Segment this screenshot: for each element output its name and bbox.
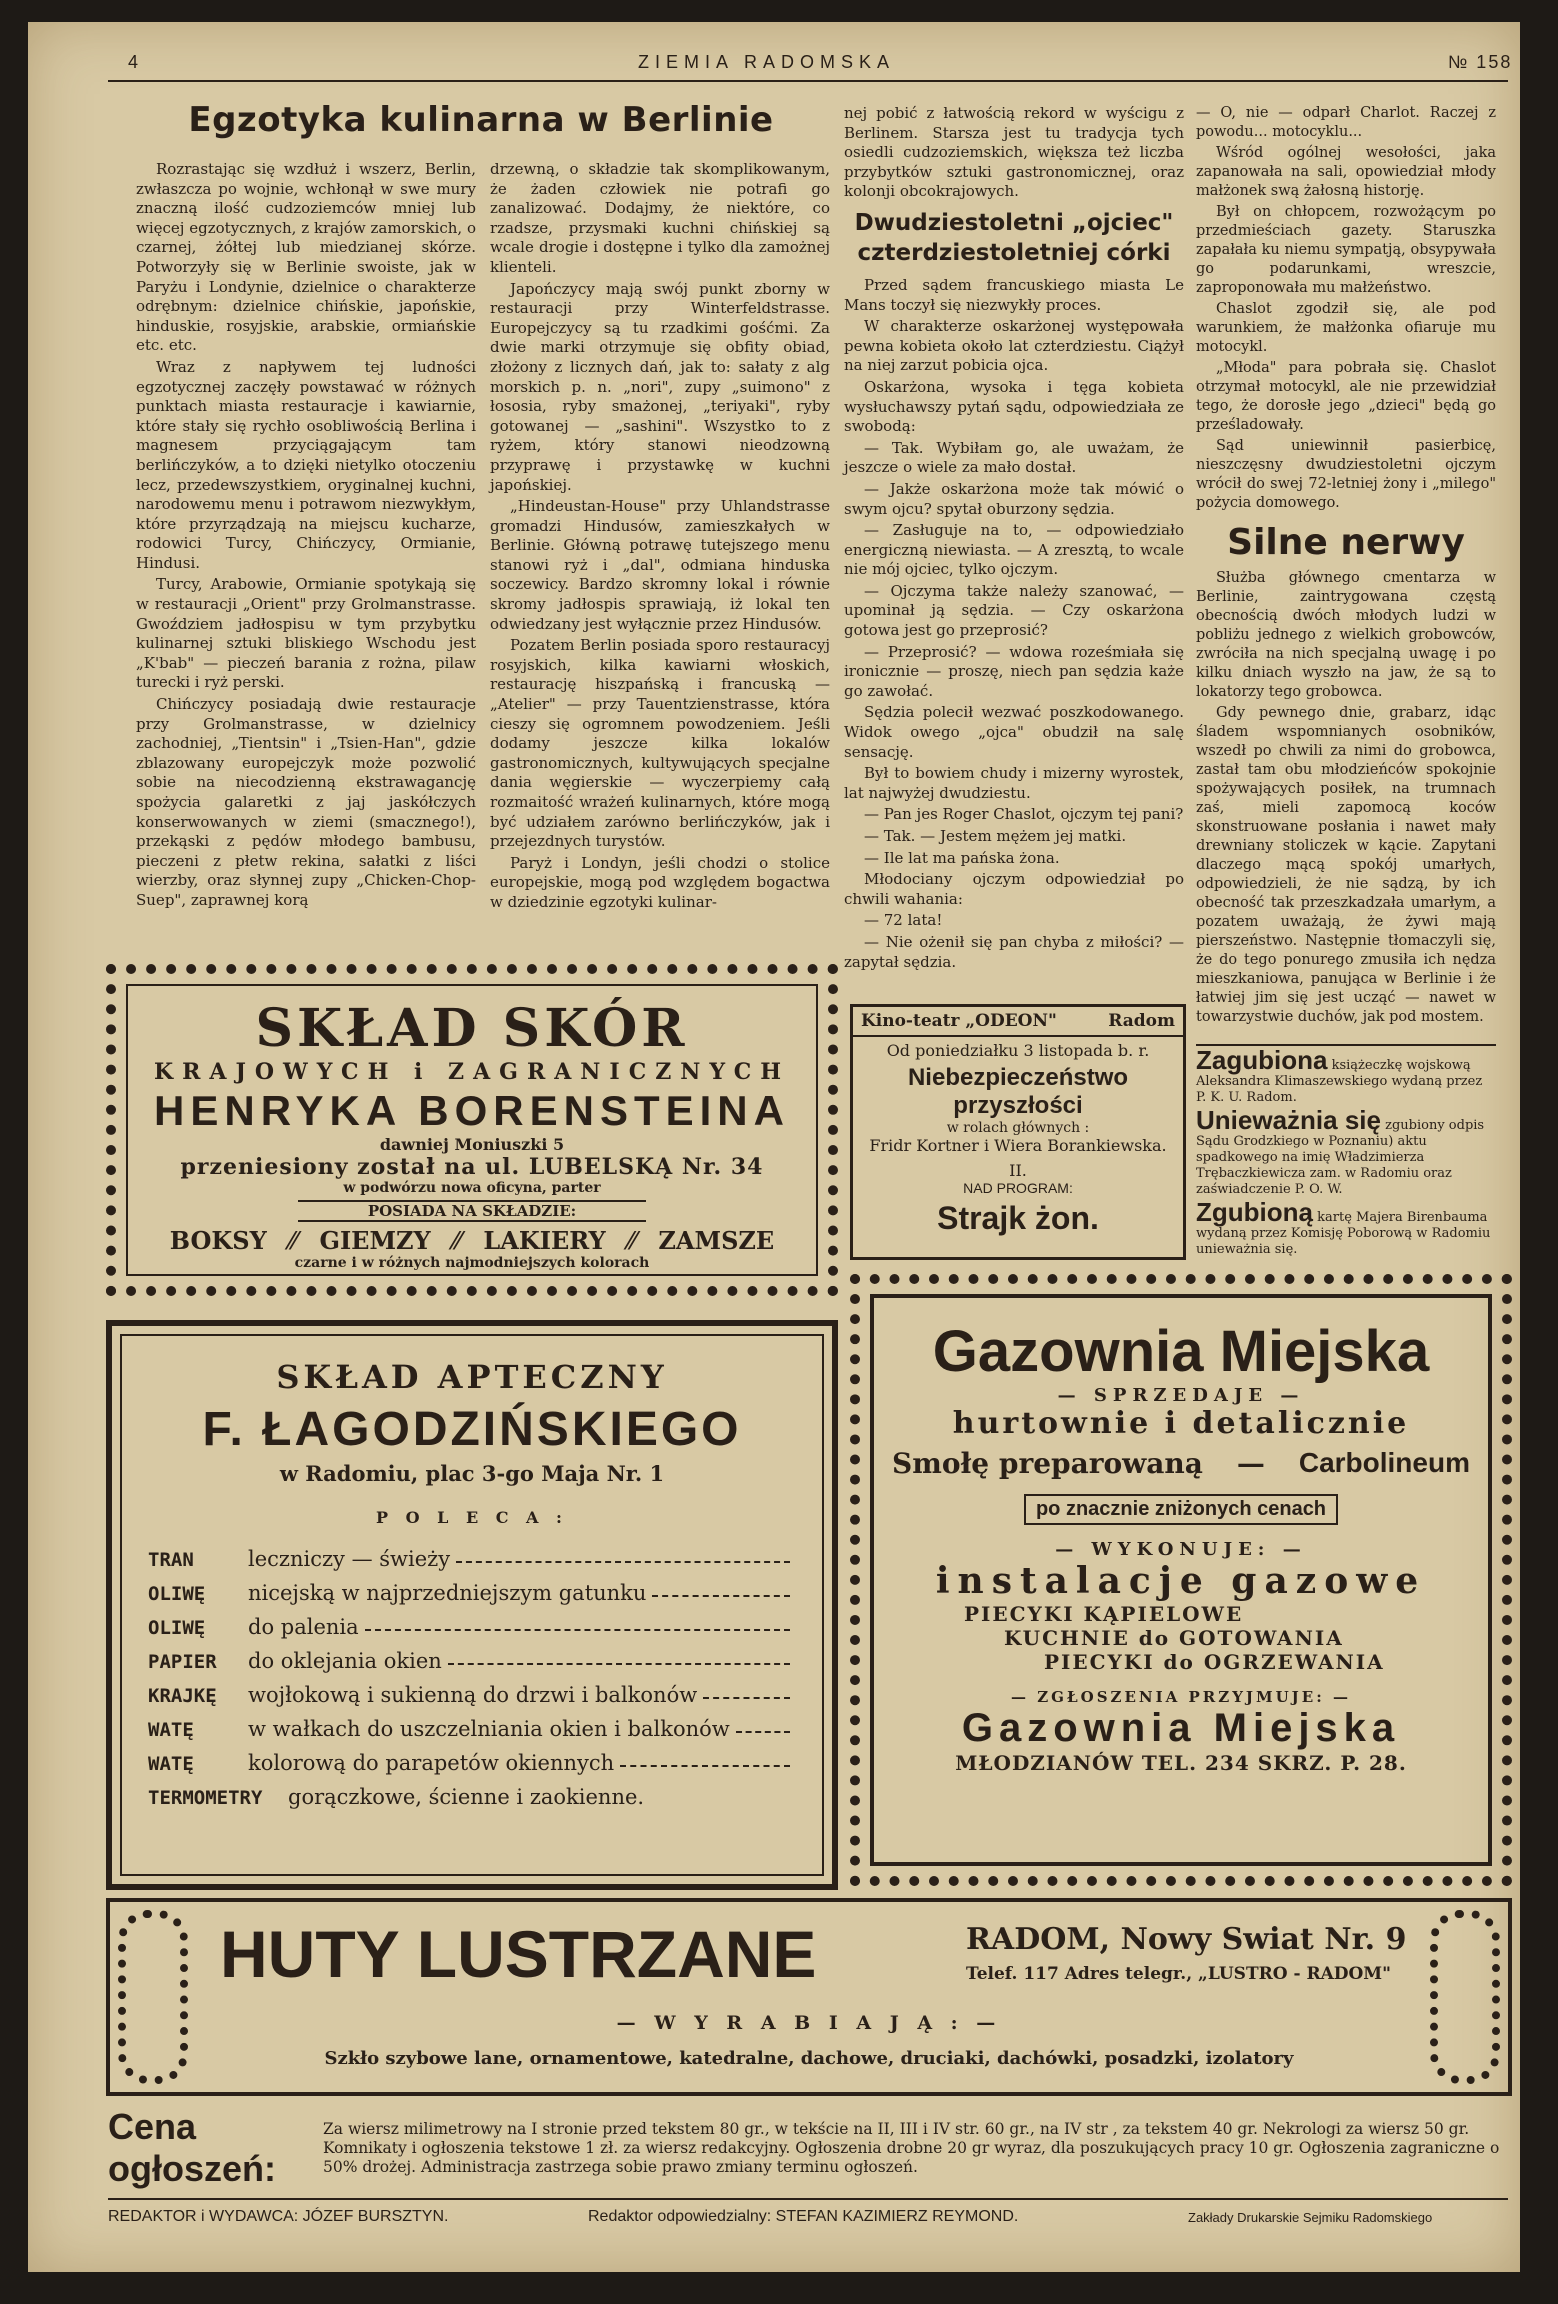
ad-mirror-products: Szkło szybowe lane, ornamentowe, katedralne, dachowe, druciaki, dachówki, posadzki, izolatory bbox=[324, 2048, 1294, 2069]
ad-leather-subtitle: KRAJOWYCH i ZAGRANICZNYCH bbox=[153, 1059, 790, 1085]
cinema-city: Radom bbox=[1108, 1011, 1175, 1031]
product-desc: do oklejania okien bbox=[248, 1649, 442, 1673]
prices-label: Cena ogłoszeń: bbox=[108, 2106, 276, 2189]
ad-leather-former-address: dawniej Moniuszki 5 bbox=[379, 1135, 565, 1154]
product-name: KRAJKĘ bbox=[148, 1685, 217, 1707]
footer-printer: Zakłady Drukarskie Sejmiku Radomskiego bbox=[1188, 2210, 1433, 2225]
small-ad bbox=[1196, 1045, 1496, 1106]
paragraph: Rozrastając się wzdłuż i wszerz, Berlin, zwłaszcza po wojnie, wchłonął w swe mury znaczną ilość cudzoziemców mniej lub więcej egzotycznych, z krajów zamorskich, o czarnej, żółtej lub miedzianej skórze. Potworzyły się w Berlinie swoiste, jak w Paryżu i Londynie, dzielnice o charakterze odrębnym: dzielnice chińskie, japońskie, hinduskie, rosyjskie, arabskie, ormiańskie etc. etc. bbox=[136, 160, 476, 355]
paragraph: Turcy, Arabowie, Ormianie spotykają się w restauracji „Orient" przy Grolmanstrasse. Gwoździem jadłospisu w tym przybytku kulinarnej sztuki bliskiego Wschodu jest „K'bab" — pieczeń barania z rożna, pilaw turecki i ryż perski. bbox=[136, 575, 476, 692]
product-row bbox=[148, 1673, 796, 1707]
newspaper-title: ZIEMIA RADOMSKA bbox=[638, 52, 896, 72]
product-row bbox=[148, 1537, 796, 1571]
ornament-right bbox=[1430, 1910, 1500, 2084]
product-row bbox=[148, 1605, 796, 1639]
article-title-nerves: Silne nerwy bbox=[1227, 522, 1465, 563]
paragraph: nej pobić z łatwością rekord w wyścigu z Berlinem. Starsza jest tu tradycja tych osiedli cudzoziemskich, większa też liczba przybytków sztuki gastronomicznej, oraz kolonji obcokrajowych. bbox=[844, 104, 1184, 201]
paragraph: — Ojczyma także należy szanować, — upominał ją sędzia. — Czy oskarżona gotowa jest go przeprosić? bbox=[844, 581, 1184, 640]
footer-editor: REDAKTOR i WYDAWCA: JÓZEF BURSZTYN. bbox=[108, 2208, 449, 2225]
ad-cinema-extra: NAD PROGRAM: bbox=[963, 1180, 1073, 1196]
ad-cinema-roles: w rolach głównych : bbox=[946, 1120, 1090, 1136]
paragraph: — Zasługuje na to, — odpowiedziało energiczną niewiasta. — A zresztą, to wcale nie mój ojciec, tylko ojczym. bbox=[844, 521, 1184, 579]
paragraph: Chińczycy posiadają dwie restauracje przy Grolmanstrasse, w dzielnicy zachodniej, „Tientsin" i „Tsien-Han", gdzie zblazowany europejczyk może pozwolić sobie na niecodzienną ekstrawagancję spożycia galaretki z jaj jaskółczych konserwowanych w ziemi (smacznego!), przekąski z pędów młodego bambusu, pieczeni z płetw rekina, sałatki z liści wierzby, oraz słynnej zupy „Chicken-Chop-Suep", zaprawnej korą bbox=[136, 695, 476, 909]
ornament-left bbox=[118, 1910, 188, 2084]
article-column-2 bbox=[490, 160, 830, 915]
ad-gasworks-inner bbox=[870, 1294, 1492, 1866]
item: ZAMSZE bbox=[658, 1226, 775, 1255]
product-desc: gorączkowe, ścienne i zaokienne. bbox=[288, 1785, 645, 1809]
paragraph: — Przeprosić? — wdowa roześmiała się ironicznie — proszę, niech pan sędzia każe go zawołać. bbox=[844, 642, 1184, 700]
paragraph: Wśród ogólnej wesołości, jaka zapanowała na sali, opowiedział młody małżonek swą żałosną historję. bbox=[1196, 145, 1496, 199]
product-name: PAPIER bbox=[148, 1651, 217, 1673]
newspaper-page bbox=[28, 22, 1520, 2272]
small-ad bbox=[1196, 1105, 1496, 1198]
small-ad-head: Zgubioną bbox=[1196, 1197, 1313, 1227]
ad-pharmacy-inner bbox=[120, 1334, 824, 1876]
paragraph: Gdy pewnego dnie, grabarz, idąc śladem wspomnianych osobników, wszedł po chwili za nimi do grobowca, zastał tam obu młodzieńców spokojnie spożywających posiłek, na trumnach zaś, mieli zapomocą koców skonstruowane posłania i nawet mały drewniany stoliczek w kącie. Zapytani dlaczego mącą spokój umarłych, odpowiedzieli, że nie sądzą, by ich obecność tak przeszkadzała umarłym, a pozatem uważają, że żywi mają pierszeństwo. Następnie tłomaczyli się, że do tego ponurego zmusiła ich nędza mieszkaniowa, panująca w Berlinie i że łatwiej jim się jest ucząć — nawet w towarzystwie duchów, jak pod mostem. bbox=[1196, 705, 1496, 1025]
ad-cinema-film: Niebezpieczeństwo przyszłości bbox=[907, 1064, 1129, 1119]
paragraph: — Pan jes Roger Chaslot, ojczym tej pani? bbox=[864, 805, 1184, 824]
ad-pharmacy-owner: F. ŁAGODZIŃSKIEGO bbox=[202, 1403, 742, 1456]
small-ad-head: Unieważnia się bbox=[1196, 1105, 1381, 1135]
product-name: WATĘ bbox=[148, 1719, 194, 1741]
product-row bbox=[148, 1571, 796, 1605]
product-name: OLIWĘ bbox=[148, 1583, 206, 1605]
ad-gasworks-sells: — SPRZEDAJE — bbox=[1057, 1385, 1305, 1406]
ad-gasworks-line1: hurtownie i detalicznie bbox=[952, 1406, 1410, 1441]
item: GIEMZY bbox=[319, 1226, 431, 1255]
paragraph: — 72 lata! bbox=[864, 911, 943, 930]
page-header bbox=[28, 52, 1520, 82]
item: LAKIERY bbox=[483, 1226, 606, 1255]
item: BOKSY bbox=[169, 1226, 267, 1255]
page-number: 4 bbox=[128, 52, 141, 72]
ad-gasworks-item: PIECYKI KĄPIELOWE bbox=[964, 1602, 1244, 1626]
ad-pharmacy-recommends: P O L E C A : bbox=[376, 1508, 568, 1527]
paragraph: — O, nie — odparł Charlot. Raczej z powodu... motocyklu... bbox=[1196, 105, 1496, 140]
ad-gasworks-accept: — ZGŁOSZENIA PRZYJMUJE: — bbox=[1011, 1688, 1351, 1706]
product-desc: nicejską w najprzedniejszym gatunku bbox=[248, 1581, 647, 1605]
paragraph: Paryż i Londyn, jeśli chodzi o stolice europejskie, mogą pod względem bogactwa w dziedzinie egzotyki kulinar- bbox=[490, 853, 830, 911]
ad-leather-items: BOKSY ⁄⁄ GIEMZY ⁄⁄ LAKIERY ⁄⁄ ZAMSZE bbox=[169, 1226, 775, 1255]
paragraph: Był to bowiem chudy i mizerny wyrostek, lat najwyżej dwudziestu. bbox=[844, 764, 1184, 802]
paragraph: W charakterze oskarżonej występowała pewna kobieta około lat czterdziestu. Ciążył na niej zarzut pobicia ojca. bbox=[844, 317, 1184, 375]
ad-leather-title: SKŁAD SKÓR bbox=[255, 998, 689, 1059]
product-row bbox=[148, 1707, 796, 1741]
product-row bbox=[148, 1741, 796, 1775]
paragraph: — Ile lat ma pańska żona. bbox=[864, 848, 1060, 867]
product-name: OLIWĘ bbox=[148, 1617, 206, 1639]
paragraph: Przed sądem francuskiego miasta Le Mans toczył się niezwykły proces. bbox=[844, 275, 1184, 314]
ad-mirror-address: RADOM, Nowy Swiat Nr. 9 bbox=[966, 1922, 1407, 1957]
ad-gasworks-address: MŁODZIANÓW TEL. 234 SKRZ. P. 28. bbox=[955, 1751, 1407, 1775]
paragraph: Sąd uniewinnił pasierbicę, nieszczęsny dwudziestoletni ojczym wrócił do swej 72-letniej żony i „milego" pożycia domowego. bbox=[1196, 438, 1496, 511]
ad-leather-new-address: przeniesiony został na ul. LUBELSKĄ Nr. 34 bbox=[180, 1154, 764, 1180]
ad-pharmacy bbox=[106, 1320, 838, 1890]
product: Carbolineum bbox=[1298, 1447, 1470, 1478]
ad-mirror-works bbox=[106, 1898, 1512, 2096]
ad-cinema-film2: Strajk żon. bbox=[937, 1200, 1099, 1236]
ad-leather-inner bbox=[126, 984, 818, 1276]
article-column-3 bbox=[844, 104, 1184, 974]
paragraph: Wraz z napływem tej ludności egzotycznej zaczęły powstawać w różnych punktach miasta restauracje i kawiarnie, które stały się rychło osobliwością Berlina i magnesem przyciągającym tam berlińczyków, a to dzięki nietylko otoczeniu lecz, przedewszystkiem, oryginalnej kuchni, narodowemu menu i potrawom niezwykłym, które przyrządzają na miejscu kucharze, rodowici Turcy, Chińczycy, Ormianie, Hindusi. bbox=[136, 357, 476, 572]
product-name: WATĘ bbox=[148, 1753, 194, 1775]
product-name: TRAN bbox=[148, 1549, 194, 1571]
ad-cinema-part: II. bbox=[1009, 1161, 1027, 1180]
product-row bbox=[148, 1775, 796, 1809]
small-ad bbox=[1196, 1197, 1496, 1258]
paragraph: — Tak. — Jestem mężem jej matki. bbox=[864, 827, 1127, 845]
small-ad-text: kartę Majera Birenbauma wydaną przez Komisję Poborową w Radomiu unieważnia się. bbox=[1196, 1210, 1491, 1257]
ad-mirror-title: HUTY LUSTRZANE bbox=[220, 1917, 817, 1991]
footer-rule bbox=[108, 2198, 1508, 2200]
article-exotic-cuisine bbox=[136, 100, 826, 140]
ad-cinema bbox=[850, 1004, 1186, 1260]
article-title: Egzotyka kulinarna w Berlinie bbox=[188, 100, 774, 140]
ad-gasworks-item: PIECYKI do OGRZEWANIA bbox=[1044, 1650, 1385, 1674]
paragraph: Służba głównego cmentarza w Berlinie, zaintrygowana częstą obecnością dwóch młodych ludzi w pobliżu jednego z wielkich grobowców, zwróciła na nich specjalną uwagę i po kilku dniach wyszło na jaw, że są to lokatorzy tego grobowca. bbox=[1196, 570, 1496, 700]
ad-gasworks-does: — WYKONUJE: — bbox=[1055, 1539, 1307, 1560]
ad-leather-owner: HENRYKA BORENSTEINA bbox=[154, 1087, 790, 1134]
article-column-1 bbox=[136, 160, 476, 913]
paragraph: Młodocianу ojczym odpowiedział po chwili wahania: bbox=[844, 870, 1184, 908]
product-row bbox=[148, 1639, 796, 1673]
product-desc: leczniczy — świeży bbox=[248, 1547, 451, 1571]
ad-leather-stock-label: POSIADA NA SKŁADZIE: bbox=[298, 1200, 646, 1222]
product-desc: kolorową do parapetów okiennych bbox=[248, 1751, 615, 1775]
product-name: TERMOMETRY bbox=[148, 1787, 263, 1809]
article-column-4 bbox=[1196, 104, 1496, 1029]
ad-gasworks-title: Gazownia Miejska bbox=[932, 1319, 1430, 1384]
ad-gasworks-reduced-wrap bbox=[874, 1494, 1488, 1525]
ad-cinema-actors: Fridr Kortner i Wiera Borankiewska. bbox=[869, 1136, 1167, 1155]
footer-responsible-editor: Redaktor odpowiedzialny: STEFAN KAZIMIERZ REYMOND. bbox=[588, 2208, 1019, 2225]
prices-text: Za wiersz milimetrowy na I stronie przed tekstem 80 gr., w tekście na II, III i IV str. 60 gr., na IV str , za tekstem 40 gr. Nekrologi za wiersz 50 gr. Komnikaty i ogłoszenia tekstowe 1 zł. za wiersz redakcyjny. Ogłoszenia drobne 20 gr wyraz, dla poszukujących pracy 10 gr. Ogłoszenia zagraniczne o 50% drożej. Administracja zastrzega sobie prawo zmiany terminu ogłoszeń. bbox=[323, 2119, 1500, 2176]
paragraph: Oskarżona, wysoka i tęga kobieta wysłuchawszy pytań sądu, odpowiedziała ze swobodą: bbox=[844, 377, 1184, 436]
paragraph: — Tak. Wybiłam go, ale uważam, że jeszcze o wiele za mało dostał. bbox=[844, 438, 1184, 477]
small-ad-head: Zagubiona bbox=[1196, 1045, 1328, 1075]
ad-cinema-header bbox=[853, 1007, 1183, 1037]
ad-leather-courtyard: w podwórzu nowa oficyna, parter bbox=[343, 1180, 601, 1196]
paragraph: Był on chłopcem, rozwożącym po przedmieściach gazety. Staruszka zapałała ku niemu sympatją, obsypywała go podarunkami, wreszcie, zaproponowała mu małżeństwo. bbox=[1196, 204, 1496, 296]
ad-leather-footer: czarne i w różnych najmodniejszych kolorach bbox=[294, 1255, 650, 1271]
ad-gasworks-install: instalacje gazowe bbox=[935, 1560, 1427, 1602]
cinema-name: Kino-teatr „ODEON" bbox=[861, 1011, 1057, 1031]
paragraph: Pozatem Berlin posiada sporo restauracyj rosyjskich, kilka kawiarni włoskich, restaurację hiszpańską i francuską — „Atelier" — przy Tauentzienstrasse, która cieszy się ogromnem powodzeniem. Jeśli dodamy jeszcze kilka lokalów gastronomicznych, kultywujących specjalne dania węgierskie — wyczerpiemy całą rozmaitość wrażeń kulinarnych, które mogą być udziałem zarówno berlińczyków, jak i przejezdnych turystów. bbox=[490, 636, 830, 851]
paragraph: — Jakże oskarżona może tak mówić o swym ojcu? spytał oburzony sędzia. bbox=[844, 479, 1184, 518]
ad-cinema-date: Od poniedziałku 3 listopada b. r. bbox=[886, 1041, 1150, 1060]
paragraph: „Młoda" para pobrała się. Chaslot otrzymał motocykl, ale nie przewidział tego, że dorosłe jego „dzieci" będą go prześladowały. bbox=[1196, 360, 1496, 433]
paragraph: Sędzia polecił wezwać poszkodowanego. Widok owego „ojca" obudził na salę sensację. bbox=[844, 703, 1184, 761]
paragraph: — Nie ożenił się pan chyba z miłości? — zapytał sędzia. bbox=[844, 932, 1184, 971]
ad-mirror-telegraph: Telef. 117 Adres telegr., „LUSTRO - RADOM" bbox=[966, 1964, 1391, 1984]
product-desc: w wałkach do uszczelniania okien i balkonów bbox=[248, 1717, 730, 1741]
ad-pharmacy-address: w Radomiu, plac 3-go Maja Nr. 1 bbox=[279, 1461, 665, 1486]
paragraph: Japończycy mają swój punkt zborny w restauracji przy Winterfeldstrasse. Europejczycy są tu rzadkimi gośćmi. Za dwie marki otrzymuje się obfity obiad, złożony z licznych dań, jak to: sałaty z alg morskich p. n. „nori", zupy „suimono" z łososia, ryby smażonej, „teriyaki", ryby gotowanej — „sashini". Wszystko to z ryżem, który stanowi nieodzowną przyprawę i przystawkę w kuchni japońskiej. bbox=[490, 279, 830, 494]
small-ad-text: zgubiony odpis Sądu Grodzkiego w Poznaniu) aktu spadkowego na imię Władzimierza Trębaczkiewicza zam. w Radomiu oraz zaświadczenie P. O. W. bbox=[1196, 1118, 1485, 1197]
article-title-stepfather: Dwudziestoletni „ojciec" czterdziestoletniej córki bbox=[854, 209, 1174, 266]
ad-gasworks-reduced: po znacznie zniżonych cenach bbox=[1024, 1494, 1338, 1525]
ad-prices bbox=[108, 2108, 1508, 2188]
header-rule bbox=[108, 80, 1508, 82]
ad-gasworks-title2: Gazownia Miejska bbox=[961, 1706, 1401, 1750]
ad-pharmacy-title: SKŁAD APTECZNY bbox=[276, 1358, 668, 1396]
small-ads bbox=[1196, 1045, 1496, 1258]
paragraph: drzewną, o składzie tak skomplikowanym, że żaden człowiek nie potrafi go zanalizować. Dodajmy, że niektóre, co rzadsze, przysmaki kuchni chińskiej są wcale drogie i dostępne i tylko dla zamożnej klienteli. bbox=[490, 160, 830, 276]
issue-number: № 158 bbox=[1448, 52, 1513, 72]
product-desc: wojłokową i sukienną do drzwi i balkonów bbox=[248, 1683, 698, 1707]
product-desc: do palenia bbox=[248, 1615, 359, 1639]
ad-gasworks-line2: Smołę preparowaną — Carbolineum bbox=[892, 1447, 1470, 1480]
product: Smołę preparowaną bbox=[892, 1447, 1203, 1480]
small-ad-text: książeczkę wojskową Aleksandra Klimaszewskiego wydaną przez P. K. U. Radom. bbox=[1196, 1058, 1483, 1105]
ad-mirror-makes: — W Y R A B I A J Ą : — bbox=[616, 2012, 1002, 2034]
ad-gasworks-item: KUCHNIE do GOTOWANIA bbox=[1004, 1626, 1344, 1650]
paragraph: Chaslot zgodził się, ale pod warunkiem, że małżonka ofiaruje mu motocykl. bbox=[1196, 301, 1496, 355]
paragraph: „Hindeustan-House" przy Uhlandstrasse gromadzi Hindusów, zamieszkałych w Berlinie. Główną potrawę tutejszego menu stanowi ryż i „dal", odmiana hinduska soczewicy. Bardzo skromny lokal i równie skromy jadłospis sprawiają, iż lokal ten odwiedzany jest wyłącznie przez Hindusów. bbox=[490, 497, 830, 633]
